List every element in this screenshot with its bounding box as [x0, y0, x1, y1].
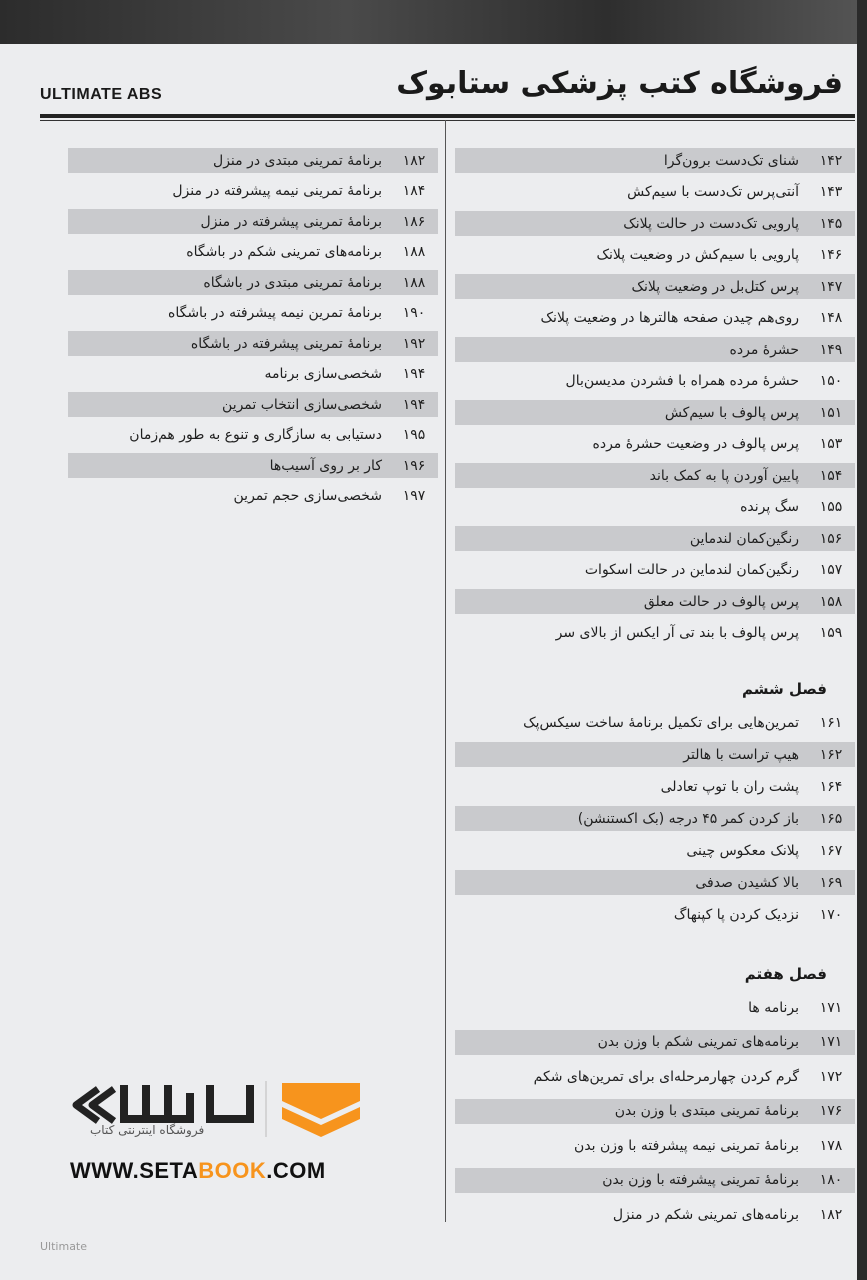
toc-row [455, 806, 855, 831]
toc-entry-title: هیپ تراست با هالتر [683, 746, 799, 763]
toc-page-number: ۱۴۲ [819, 152, 843, 169]
toc-row [455, 463, 855, 488]
toc-page-number: ۱۵۶ [819, 530, 843, 547]
toc-row [455, 243, 855, 268]
toc-row [68, 179, 438, 204]
toc-entry-title: شخصی‌سازی انتخاب تمرین [222, 396, 382, 413]
toc-entry-title: برنامهٔ تمرینی مبتدی با وزن بدن [614, 1103, 799, 1119]
toc-page-number: ۱۶۲ [819, 746, 843, 763]
toc-entry-title: برنامهٔ تمرینی مبتدی در باشگاه [203, 274, 382, 291]
toc-row [455, 400, 855, 425]
background-right [857, 0, 867, 1280]
toc-page-number: ۱۴۳ [819, 184, 843, 200]
toc-page-number: ۱۷۰ [819, 906, 843, 923]
toc-page-number: ۱۶۷ [819, 842, 843, 859]
toc-entry-title: برنامهٔ تمرینی پیشرفته در منزل [200, 213, 382, 230]
toc-page-number: ۱۸۰ [819, 1172, 843, 1188]
toc-page-number: ۱۵۷ [819, 562, 843, 578]
toc-entry-title: برنامهٔ تمرینی پیشرفته با وزن بدن [602, 1172, 799, 1188]
toc-entry-title: شخصی‌سازی حجم تمرین [233, 488, 382, 504]
toc-entry-title: برنامهٔ تمرینی نیمه پیشرفته در منزل [172, 183, 382, 199]
toc-row [455, 148, 855, 173]
toc-page-number: ۱۴۸ [819, 310, 843, 326]
toc-page-number: ۱۶۵ [819, 810, 843, 827]
toc-row [68, 240, 438, 265]
toc-entry-title: شخصی‌سازی برنامه [264, 366, 382, 382]
toc-entry-title: دستیابی به سازگاری و تنوع به طور هم‌زمان [129, 427, 382, 443]
toc-row [455, 838, 855, 863]
toc-row [68, 392, 438, 417]
toc-page-number: ۱۶۱ [819, 714, 843, 731]
logo-tagline: فروشگاه اینترنتی کتاب [90, 1123, 205, 1137]
toc-row [68, 423, 438, 448]
toc-entry-title: پرس پالوف با بند تی آر ایکس از بالای سر [555, 625, 799, 641]
toc-page-number: ۱۴۹ [819, 341, 843, 358]
toc-row [455, 274, 855, 299]
toc-row [68, 209, 438, 234]
footer-text: Ultimate [40, 1240, 88, 1253]
section-heading: فصل ششم [742, 680, 827, 698]
toc-entry-title: باز کردن کمر ۴۵ درجه (بک اکستنشن) [577, 810, 799, 827]
toc-row [455, 369, 855, 394]
toc-entry-title: تمرین‌هایی برای تکمیل برنامهٔ ساخت سیکس‌پک [523, 714, 799, 731]
toc-row [455, 306, 855, 331]
toc-row [455, 495, 855, 520]
url-part-2: BOOK [198, 1158, 267, 1183]
toc-page-number: ۱۸۶ [402, 213, 426, 230]
toc-row [68, 270, 438, 295]
logo-url [70, 1158, 326, 1184]
toc-page-number: ۱۵۴ [819, 467, 843, 484]
toc-page-number: ۱۵۳ [819, 436, 843, 452]
toc-row [455, 995, 855, 1020]
toc-entry-title: بالا کشیدن صدفی [695, 874, 799, 891]
toc-entry-title: پرس پالوف در وضعیت حشرهٔ مرده [592, 436, 799, 452]
url-part-1: WWW.SETA [70, 1158, 199, 1183]
toc-row [455, 1133, 855, 1158]
toc-row [455, 432, 855, 457]
toc-page-number: ۱۷۲ [819, 1068, 843, 1085]
setabook-logo-mark [70, 1075, 370, 1155]
toc-page-number: ۱۹۶ [402, 457, 426, 474]
section-heading: فصل هفتم [744, 965, 827, 983]
toc-row [455, 337, 855, 362]
toc-entry-title: پشت ران با توپ تعادلی [660, 778, 799, 795]
header-rule [40, 114, 855, 118]
toc-row [455, 211, 855, 236]
toc-entry-title: حشرهٔ مرده همراه با فشردن مدیسن‌بال [565, 373, 799, 389]
toc-row [455, 710, 855, 735]
toc-row [455, 1030, 855, 1055]
toc-page-number: ۱۷۱ [819, 999, 843, 1016]
toc-page-number: ۱۹۰ [402, 305, 426, 321]
toc-page-number: ۱۷۱ [819, 1034, 843, 1050]
toc-row [68, 453, 438, 478]
toc-row [455, 526, 855, 551]
toc-page-number: ۱۶۴ [819, 778, 843, 795]
toc-page-number: ۱۴۵ [819, 215, 843, 232]
toc-row [455, 180, 855, 205]
toc-row [455, 902, 855, 927]
toc-row [68, 362, 438, 387]
toc-entry-title: روی‌هم چیدن صفحه هالترها در وضعیت پلانک [540, 310, 799, 326]
toc-entry-title: پارویی با سیم‌کش در وضعیت پلانک [596, 247, 799, 263]
toc-row [455, 870, 855, 895]
toc-page-number: ۱۸۸ [402, 274, 426, 291]
toc-page-number: ۱۸۲ [402, 152, 426, 169]
toc-page-number: ۱۵۸ [819, 593, 843, 610]
toc-entry-title: برنامهٔ تمرینی مبتدی در منزل [213, 152, 382, 169]
toc-page-number: ۱۵۵ [819, 499, 843, 515]
toc-entry-title: برنامه‌های تمرینی شکم در باشگاه [186, 244, 382, 260]
toc-entry-title: نزدیک کردن پا کپنهاگ [673, 906, 799, 923]
toc-entry-title: برنامه‌های تمرینی شکم با وزن بدن [597, 1034, 799, 1050]
toc-row [455, 558, 855, 583]
toc-page-number: ۱۷۶ [819, 1103, 843, 1119]
toc-row [68, 484, 438, 509]
toc-row [68, 148, 438, 173]
toc-page-number: ۱۴۶ [819, 247, 843, 263]
toc-entry-title: برنامهٔ تمرینی پیشرفته در باشگاه [190, 335, 382, 352]
toc-entry-title: برنامه ها [748, 999, 799, 1016]
toc-page-number: ۱۴۷ [819, 278, 843, 295]
toc-entry-title: سگ پرنده [740, 499, 799, 515]
toc-page-number: ۱۸۸ [402, 244, 426, 260]
url-part-3: .COM [266, 1158, 326, 1183]
background-top [0, 0, 867, 44]
toc-row [455, 1202, 855, 1227]
toc-entry-title: پارویی تک‌دست در حالت پلانک [623, 215, 799, 232]
toc-entry-title: رنگین‌کمان لندماین [689, 530, 799, 547]
header-rule-thin [40, 120, 855, 121]
toc-entry-title: رنگین‌کمان لندماین در حالت اسکوات [584, 562, 799, 578]
toc-entry-title: پلانک معکوس چینی [686, 842, 799, 859]
toc-row [455, 742, 855, 767]
toc-entry-title: پرس کتل‌بل در وضعیت پلانک [631, 278, 799, 295]
toc-page-number: ۱۷۸ [819, 1137, 843, 1154]
toc-entry-title: برنامه‌های تمرینی شکم در منزل [612, 1206, 799, 1223]
toc-page-number: ۱۹۴ [402, 396, 426, 413]
toc-page-number: ۱۶۹ [819, 874, 843, 891]
toc-entry-title: گرم کردن چهارمرحله‌ای برای تمرین‌های شکم [533, 1068, 799, 1085]
toc-page-number: ۱۸۴ [402, 183, 426, 199]
toc-page-number: ۱۵۱ [819, 404, 843, 421]
toc-row [455, 621, 855, 646]
toc-entry-title: حشرهٔ مرده [729, 341, 799, 358]
toc-page-number: ۱۵۹ [819, 625, 843, 641]
toc-entry-title: برنامهٔ تمرین نیمه پیشرفته در باشگاه [167, 305, 382, 321]
toc-page-number: ۱۵۰ [819, 373, 843, 389]
column-divider [445, 120, 446, 1222]
toc-page-number: ۱۸۲ [819, 1206, 843, 1223]
toc-entry-title: کار بر روی آسیب‌ها [269, 457, 382, 474]
store-banner-title: فروشگاه کتب پزشکی ستابوک [396, 66, 843, 101]
toc-entry-title: پرس پالوف با سیم‌کش [664, 404, 799, 421]
toc-entry-title: آنتی‌پرس تک‌دست با سیم‌کش [627, 184, 799, 200]
toc-entry-title: پرس پالوف در حالت معلق [643, 593, 799, 610]
toc-row [68, 331, 438, 356]
toc-row [68, 301, 438, 326]
toc-entry-title: شنای تک‌دست برون‌گرا [663, 152, 799, 169]
toc-row [455, 1099, 855, 1124]
toc-page-number: ۱۹۲ [402, 335, 426, 352]
toc-page-number: ۱۹۷ [402, 488, 426, 504]
toc-page-number: ۱۹۴ [402, 366, 426, 382]
toc-page-number: ۱۹۵ [402, 427, 426, 443]
toc-row [455, 1064, 855, 1089]
toc-row [455, 774, 855, 799]
toc-entry-title: برنامهٔ تمرینی نیمه پیشرفته با وزن بدن [574, 1137, 799, 1154]
toc-row [455, 589, 855, 614]
running-header-title: ULTIMATE ABS [40, 86, 163, 103]
toc-entry-title: پایین آوردن پا به کمک باند [649, 467, 799, 484]
toc-row [455, 1168, 855, 1193]
